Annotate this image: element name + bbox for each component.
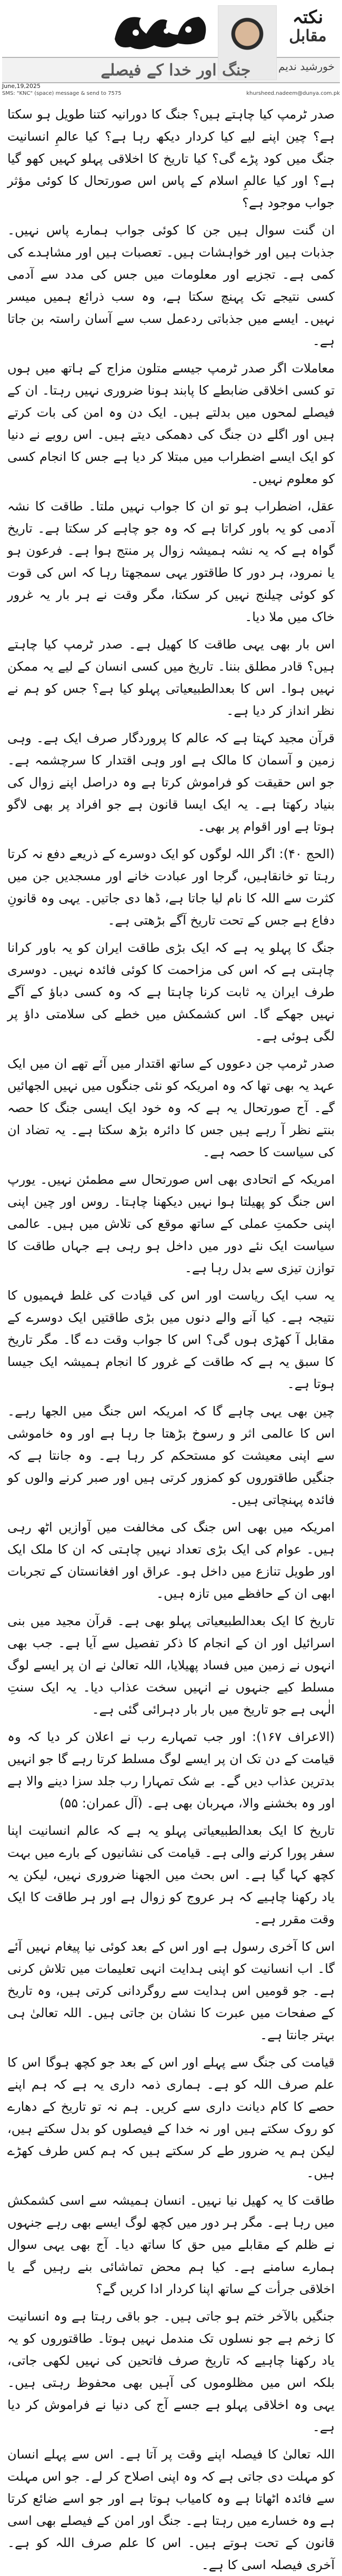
article-paragraph: اس بار بھی یہی طاقت کا کھیل ہے۔ صدر ٹرمپ کیا چاہتے ہیں؟ قادر مطلق بننا۔ تاریخ میں کسی انسان کے لیے یہ ممکن نہیں ہوا۔ اس کا بعدالطبیعیاتی پہلو کیا ہے؟ جس کو ہم نے نظر انداز کر دیا ہے۔ [7, 637, 335, 718]
article-paragraph: (الحج ۴۰): اگر اللہ لوگوں کو ایک دوسرے کے ذریعے دفع نہ کرتا رہتا تو خانقاہیں، گرجا اور عبادت خانے اور مسجدیں جن میں کثرت سے اللہ کا نام لیا جاتا ہے، ڈھا دی جاتیں۔ یہی وہ قانونِ دفاع ہے جس کے تحت تاریخ آگے بڑھتی ہے۔ [7, 847, 335, 928]
publish-date: June,19,2025 [2, 83, 41, 90]
column-banner [2, 7, 340, 83]
column-name [279, 7, 337, 45]
article-paragraph: معاملات اگر صدر ٹرمپ جیسے متلون مزاج کے ہاتھ میں ہوں تو کسی اخلاقی ضابطے کا پابند ہونا ضروری نہیں رہتا۔ ان کے فیصلے لمحوں میں بدلتے ہیں۔ ایک دن وہ امن کی بات کرتے ہیں اور اگلے دن جنگ کی دھمکی دیتے ہیں۔ اس رویے نے دنیا کو ایک ایسے اضطراب میں مبتلا کر دیا ہے جس کا انجام کسی کو معلوم نہیں۔ [7, 361, 335, 486]
column-name-line2: مقابل [289, 27, 327, 45]
article-paragraph: جنگ کا پہلو یہ ہے کہ ایک بڑی طاقت ایران کو یہ باور کرانا چاہتی ہے کہ اس کی مزاحمت کا کوئی فائدہ نہیں۔ دوسری طرف ایران یہ ثابت کرنا چاہتا ہے کہ وہ کسی دباؤ کے آگے نہیں جھکے گا۔ اس کشمکش میں خطے کی سلامتی داؤ پر لگی ہوئی ہے۔ [7, 940, 335, 1044]
article-paragraph: اس کا آخری رسول ہے اور اس کے بعد کوئی نیا پیغام نہیں آئے گا۔ اب انسانیت کو اپنی ہدایت انہی تعلیمات میں تلاش کرنی ہے۔ جو قومیں اس ہدایت سے روگردانی کرتی ہیں، وہ تاریخ کے صفحات میں عبرت کا نشان بن جاتی ہیں۔ اللہ تعالیٰ ہی بہتر جانتا ہے۔ [7, 1939, 335, 2042]
column-title: جنگ اور خدا کے فیصلے [100, 61, 251, 80]
article-body [7, 103, 335, 2572]
article-paragraph: صدر ٹرمپ کیا چاہتے ہیں؟ جنگ کا دورانیہ کتنا طویل ہو سکتا ہے؟ چین اپنے لیے کیا کردار دیکھ رہا ہے؟ کیا عالمِ انسانیت جنگ میں کود پڑے گی؟ کیا تاریخ کا اخلاقی پہلو کہیں کھو گیا ہے؟ اور کیا عالمِ اسلام کے پاس اس صورتحال کا کوئی مؤثر جواب موجود ہے؟ [7, 107, 335, 210]
article-paragraph: چین بھی یہی چاہے گا کہ امریکہ اس جنگ میں الجھا رہے۔ اس کا عالمی اثر و رسوخ بڑھتا جا رہا ہے اور وہ خاموشی سے اپنی معیشت کو مستحکم کر رہا ہے۔ وہ جانتا ہے کہ جنگیں طاقتوروں کو کمزور کرتی ہیں اور صبر کرنے والوں کو فائدہ پہنچاتی ہیں۔ [7, 1404, 335, 1507]
article-paragraph: تاریخ کا ایک بعدالطبیعیاتی پہلو یہ ہے کہ عالم انسانیت اپنا سفر پورا کرنے والی ہے۔ قیامت کی نشانیوں کے بارے میں بہت کچھ کہا گیا ہے۔ اس بحث میں الجھنا ضروری نہیں، لیکن یہ یاد رکھنا چاہیے کہ ہر عروج کو زوال ہے اور ہر طاقت کا ایک وقت مقرر ہے۔ [7, 1823, 335, 1926]
author-byline: خورشید ندیم [278, 60, 335, 73]
column-name-line1: نکتہ [292, 7, 324, 28]
article-paragraph: جنگیں بالآخر ختم ہو جاتی ہیں۔ جو باقی رہتا ہے وہ انسانیت کا زخم ہے جو نسلوں تک مندمل نہیں ہوتا۔ طاقتوروں کو یہ یاد رکھنا چاہیے کہ تاریخ صرف فاتحین کی نہیں لکھی جاتی، بلکہ اس میں مظلوموں کی آہیں بھی محفوظ رہتی ہیں۔ یہی وہ اخلاقی پہلو ہے جسے آج کی دنیا نے فراموش کر دیا ہے۔ [7, 2309, 335, 2434]
article-paragraph: امریکہ کے اتحادی بھی اس صورتحال سے مطمئن نہیں۔ یورپ اس جنگ کو پھیلتا ہوا نہیں دیکھنا چاہتا۔ روس اور چین اپنی اپنی حکمتِ عملی کے ساتھ موقع کی تلاش میں ہیں۔ عالمی سیاست ایک نئے دور میں داخل ہو رہی ہے جہاں طاقت کا توازن تیزی سے بدل رہا ہے۔ [7, 1172, 335, 1275]
article-paragraph: صدر ٹرمپ جن دعووں کے ساتھ اقتدار میں آئے تھے ان میں ایک عہد یہ بھی تھا کہ وہ امریکہ کو نئی جنگوں میں نہیں الجھائیں گے۔ آج صورتحال یہ ہے کہ وہ خود ایک ایسی جنگ کا حصہ بنتے نظر آ رہے ہیں جس کا دائرہ بڑھ سکتا ہے۔ یہ تضاد ان کی سیاست کا حصہ ہے۔ [7, 1056, 335, 1159]
article-paragraph: طاقت کا یہ کھیل نیا نہیں۔ انسان ہمیشہ سے اسی کشمکش میں رہا ہے۔ مگر ہر دور میں کچھ لوگ ایسے بھی رہے جنہوں نے ظلم کے مقابلے میں حق کا ساتھ دیا۔ آج بھی یہی سوال ہمارے سامنے ہے۔ کیا ہم محض تماشائی بنے رہیں گے یا اخلاقی جرأت کے ساتھ اپنا کردار ادا کریں گے؟ [7, 2193, 335, 2296]
article-paragraph: تاریخ کا ایک بعدالطبیعیاتی پہلو بھی ہے۔ قرآن مجید میں بنی اسرائیل اور ان کے انجام کا ذکر تفصیل سے آیا ہے۔ جب بھی انہوں نے زمین میں فساد پھیلایا، اللہ تعالیٰ نے ان پر ایسے لوگ مسلط کیے جنہوں نے انہیں سخت عذاب دیا۔ یہ ایک سنتِ الٰہی ہے جو تاریخ میں بار بار دہرائی گئی ہے۔ [7, 1614, 335, 1717]
masthead [0, 0, 342, 96]
article-paragraph: عقل، اضطراب ہو تو ان کا جواب نہیں ملتا۔ طاقت کا نشہ آدمی کو یہ باور کراتا ہے کہ وہ جو چاہے کر سکتا ہے۔ تاریخ گواہ ہے کہ یہ نشہ ہمیشہ زوال پر منتج ہوا ہے۔ فرعون ہو یا نمرود، ہر دور کا طاقتور یہی سمجھتا رہا کہ اس کی قوت کو کوئی چیلنج نہیں کر سکتا، مگر وقت نے ہر بار یہ غرور خاک میں ملا دیا۔ [7, 499, 335, 624]
article-paragraph: یہ سب ایک ریاست اور اس کی قیادت کی غلط فہمیوں کا نتیجہ ہے۔ کیا آنے والے دنوں میں بڑی طاقتیں ایک دوسرے کے مقابل آ کھڑی ہوں گی؟ اس کا جواب وقت دے گا۔ مگر تاریخ کا سبق یہ ہے کہ طاقت کے غرور کا انجام ہمیشہ ایک جیسا ہوتا ہے۔ [7, 1288, 335, 1391]
dunya-logo [104, 2, 219, 57]
article-paragraph: قرآن مجید کہتا ہے کہ عالم کا پروردگار صرف ایک ہے۔ وہی زمین و آسمان کا مالک ہے اور وہی اقتدار کا سرچشمہ ہے۔ جو اس حقیقت کو فراموش کرتا ہے وہ دراصل اپنے زوال کی بنیاد رکھتا ہے۔ یہ ایک ایسا قانون ہے جو افراد پر بھی لاگو ہوتا ہے اور اقوام پر بھی۔ [7, 731, 335, 834]
sms-instructions: SMS: "KNC" (space) message & send to 7575 [2, 91, 122, 96]
article-paragraph: امریکہ میں بھی اس جنگ کی مخالفت میں آوازیں اٹھ رہی ہیں۔ عوام کی ایک بڑی تعداد نہیں چاہتی کہ ان کا ملک ایک اور طویل تنازع میں داخل ہو۔ عراق اور افغانستان کے تجربات ابھی ان کے حافظے میں تازہ ہیں۔ [7, 1520, 335, 1601]
article-paragraph: ان گنت سوال ہیں جن کا کوئی جواب ہمارے پاس نہیں۔ جذبات ہیں اور خواہشات ہیں۔ تعصبات ہیں اور مشاہدے کی کمی ہے۔ تجزیے اور معلومات میں جس کی مدد سے آدمی کسی نتیجے تک پہنچ سکتا ہے، وہ سب ذرائع ہمیں میسر نہیں۔ ایسے میں جذباتی ردعمل سب سے آسان راستہ بن جاتا ہے۔ [7, 223, 335, 348]
info-bar [2, 82, 340, 96]
article-paragraph: قیامت کی جنگ سے پہلے اور اس کے بعد جو کچھ ہوگا اس کا علم صرف اللہ کو ہے۔ ہماری ذمہ داری یہ ہے کہ ہم اپنے حصے کا کام دیانت داری سے کریں۔ ہم نہ تو تاریخ کے دھارے کو روک سکتے ہیں اور نہ خدا کے فیصلوں کو بدل سکتے ہیں، لیکن ہم یہ ضرور طے کر سکتے ہیں کہ ہم کس طرف کھڑے ہیں۔ [7, 2055, 335, 2180]
article-paragraph: (الاعراف ۱۶۷): اور جب تمہارے رب نے اعلان کر دیا کہ وہ قیامت کے دن تک ان پر ایسے لوگ مسلط کرتا رہے گا جو انہیں بدترین عذاب دیں گے۔ بے شک تمہارا رب جلد سزا دینے والا ہے اور وہ بخشنے والا، مہربان بھی ہے۔ (آل عمران: ۵۵) [7, 1729, 335, 1811]
author-email-link[interactable]: khursheed.nadeem@dunya.com.pk [246, 91, 340, 96]
article-paragraph: اللہ تعالیٰ کا فیصلہ اپنے وقت پر آتا ہے۔ اس سے پہلے انسان کو مہلت دی جاتی ہے کہ وہ اپنی اصلاح کر لے۔ جو اس مہلت سے فائدہ اٹھاتا ہے وہ کامیاب ہوتا ہے اور جو اسے ضائع کرتا ہے وہ خسارے میں رہتا ہے۔ جنگ اور امن کے فیصلے بھی اسی قانون کے تحت ہوتے ہیں۔ اس کا علم صرف اللہ کو ہے۔ آخری فیصلہ اسی کا ہے۔ [7, 2447, 335, 2572]
dunya-logo-icon [104, 2, 219, 57]
